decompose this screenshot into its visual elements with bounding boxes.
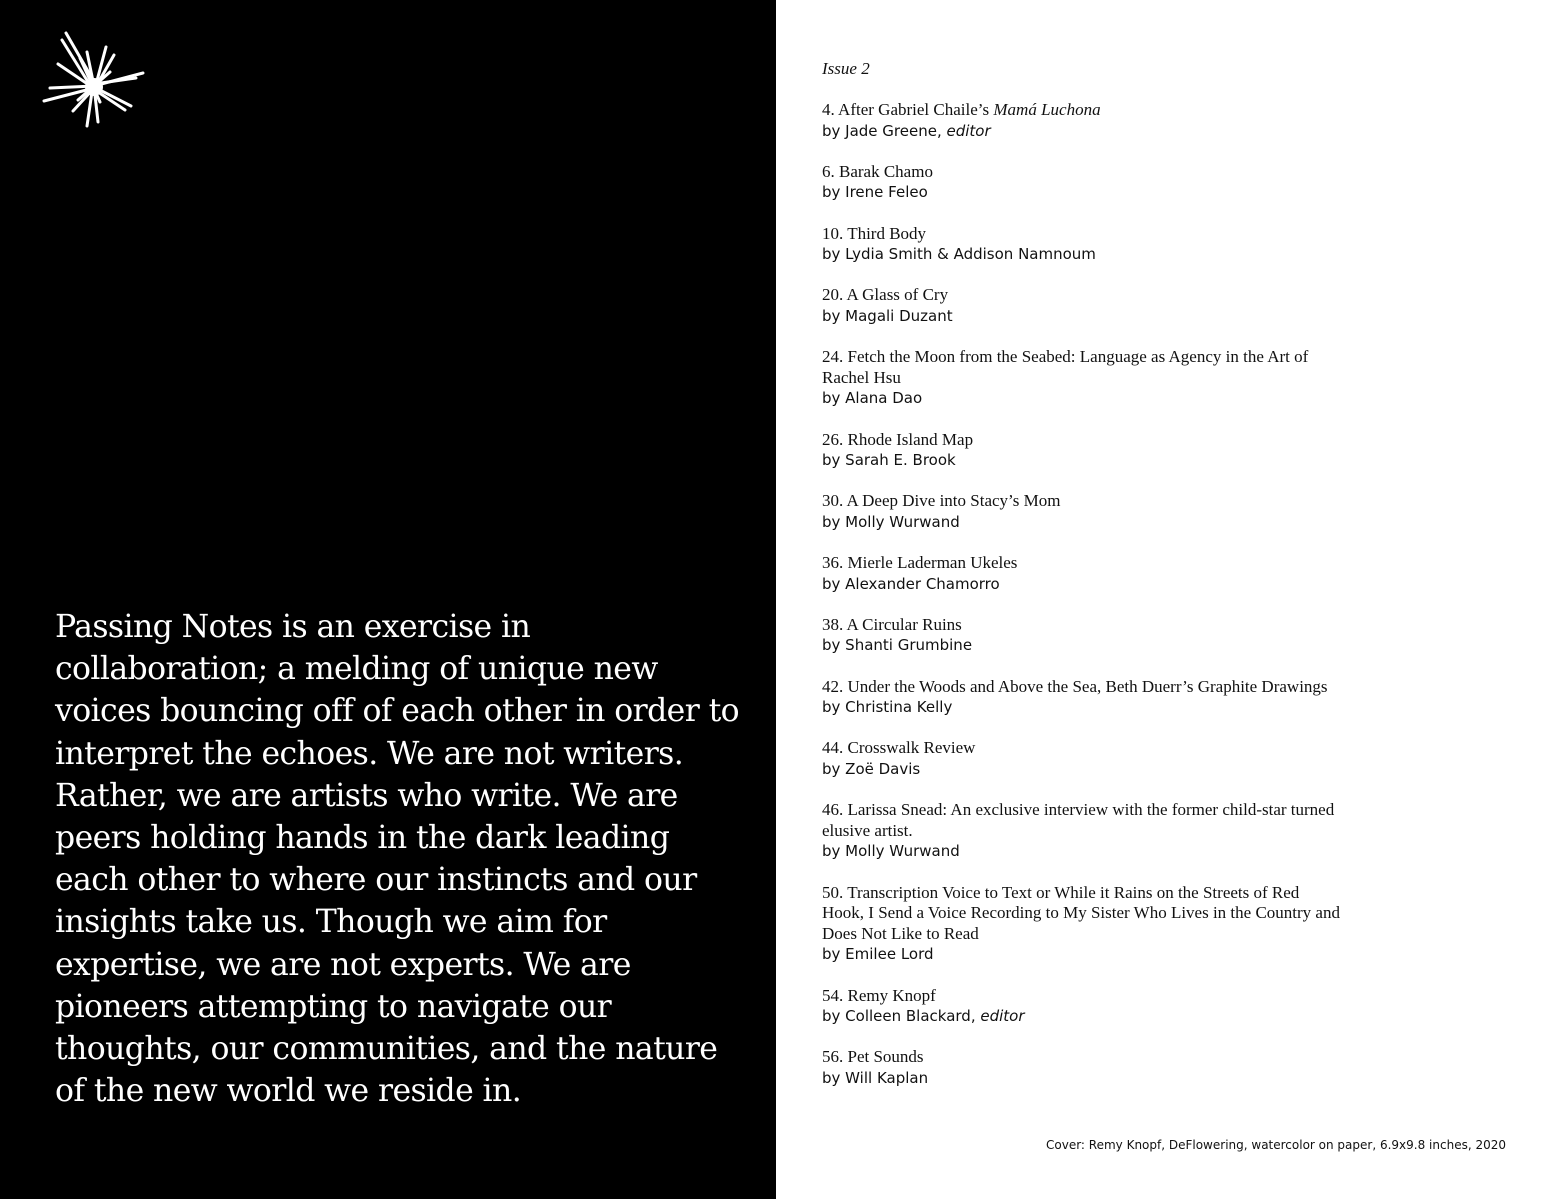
toc-entry-title: 30. A Deep Dive into Stacy’s Mom (822, 491, 1061, 511)
toc-entry (822, 100, 1342, 141)
toc-entry (822, 347, 1342, 409)
toc-entry-title: 46. Larissa Snead: An exclusive interview with the former child-star turned elusive artist. (822, 800, 1335, 840)
toc-entry (822, 285, 1342, 326)
toc-entry (822, 883, 1342, 965)
mission-statement: Passing Notes is an exercise in collaboration; a melding of unique new voices bouncing off of each other in order to interpret the echoes. We are not writers. Rather, we are artists who write. We are peers holding hands in the dark leading each other to where our instincts and our insights take us. Though we aim for expertise, we are not experts. We are pioneers attempting to navigate our thoughts, our communities, and the nature of the new world we reside in. (55, 609, 739, 1110)
toc-entry (822, 738, 1342, 779)
toc-entry-title: 36. Mierle Laderman Ukeles (822, 553, 1018, 573)
toc-entry-byline: by Alana Dao (822, 389, 923, 408)
toc-entry-byline: by Jade Greene, editor (822, 121, 991, 140)
toc-entry (822, 553, 1342, 594)
starburst-icon (40, 30, 146, 130)
toc-entry-byline: by Zoë Davis (822, 760, 921, 778)
toc-entry-byline: by Emilee Lord (822, 945, 934, 964)
toc-entry-byline: by Sarah E. Brook (822, 451, 956, 470)
toc-entry-byline: by Lydia Smith & Addison Namnoum (822, 245, 1096, 264)
toc-entry-title: 54. Remy Knopf (822, 985, 936, 1005)
toc-entry (822, 677, 1342, 718)
toc-entry-byline: by Irene Feleo (822, 183, 928, 202)
cover-credit: Cover: Remy Knopf, DeFlowering, watercolor on paper, 6.9x9.8 inches, 2020 (1046, 1138, 1506, 1152)
toc-entry-title: 44. Crosswalk Review (822, 738, 976, 758)
toc-entry-byline: by Molly Wurwand (822, 512, 960, 531)
toc-entry (822, 615, 1342, 656)
toc-entry-byline: by Shanti Grumbine (822, 636, 973, 655)
toc-entry (822, 224, 1342, 265)
toc-entry (822, 430, 1342, 471)
toc-entry-title: 24. Fetch the Moon from the Seabed: Language as Agency in the Art of Rachel Hsu (822, 347, 1309, 387)
toc-entry-title: 26. Rhode Island Map (822, 429, 974, 449)
toc-entry-byline: by Molly Wurwand (822, 842, 960, 861)
table-of-contents-panel (776, 0, 1552, 1199)
toc-list (822, 100, 1342, 1109)
toc-entry-title: 4. After Gabriel Chaile’s Mamá Luchona (822, 100, 1101, 119)
toc-entry-title: 6. Barak Chamo (822, 161, 933, 181)
toc-entry-byline: by Christina Kelly (822, 698, 953, 717)
toc-entry (822, 800, 1342, 862)
toc-entry (822, 1047, 1342, 1088)
toc-entry-byline: by Alexander Chamorro (822, 574, 1000, 593)
toc-entry-byline: by Magali Duzant (822, 306, 953, 325)
toc-entry (822, 162, 1342, 203)
toc-entry-title: 38. A Circular Ruins (822, 614, 962, 634)
toc-entry-byline: by Will Kaplan (822, 1068, 929, 1087)
toc-entry-title: 50. Transcription Voice to Text or While it Rains on the Streets of Red Hook, I Send a Voice Recording to My Sister Who Lives in the Country and Does Not Like to Read (822, 882, 1340, 943)
toc-entry (822, 986, 1342, 1027)
issue-label: Issue 2 (822, 59, 870, 78)
toc-entry-title: 42. Under the Woods and Above the Sea, Beth Duerr’s Graphite Drawings (822, 676, 1328, 696)
toc-entry-title: 56. Pet Sounds (822, 1047, 924, 1067)
toc-entry-title: 20. A Glass of Cry (822, 285, 949, 305)
toc-entry (822, 491, 1342, 532)
toc-entry-byline: by Colleen Blackard, editor (822, 1007, 1025, 1026)
toc-entry-title: 10. Third Body (822, 223, 927, 243)
